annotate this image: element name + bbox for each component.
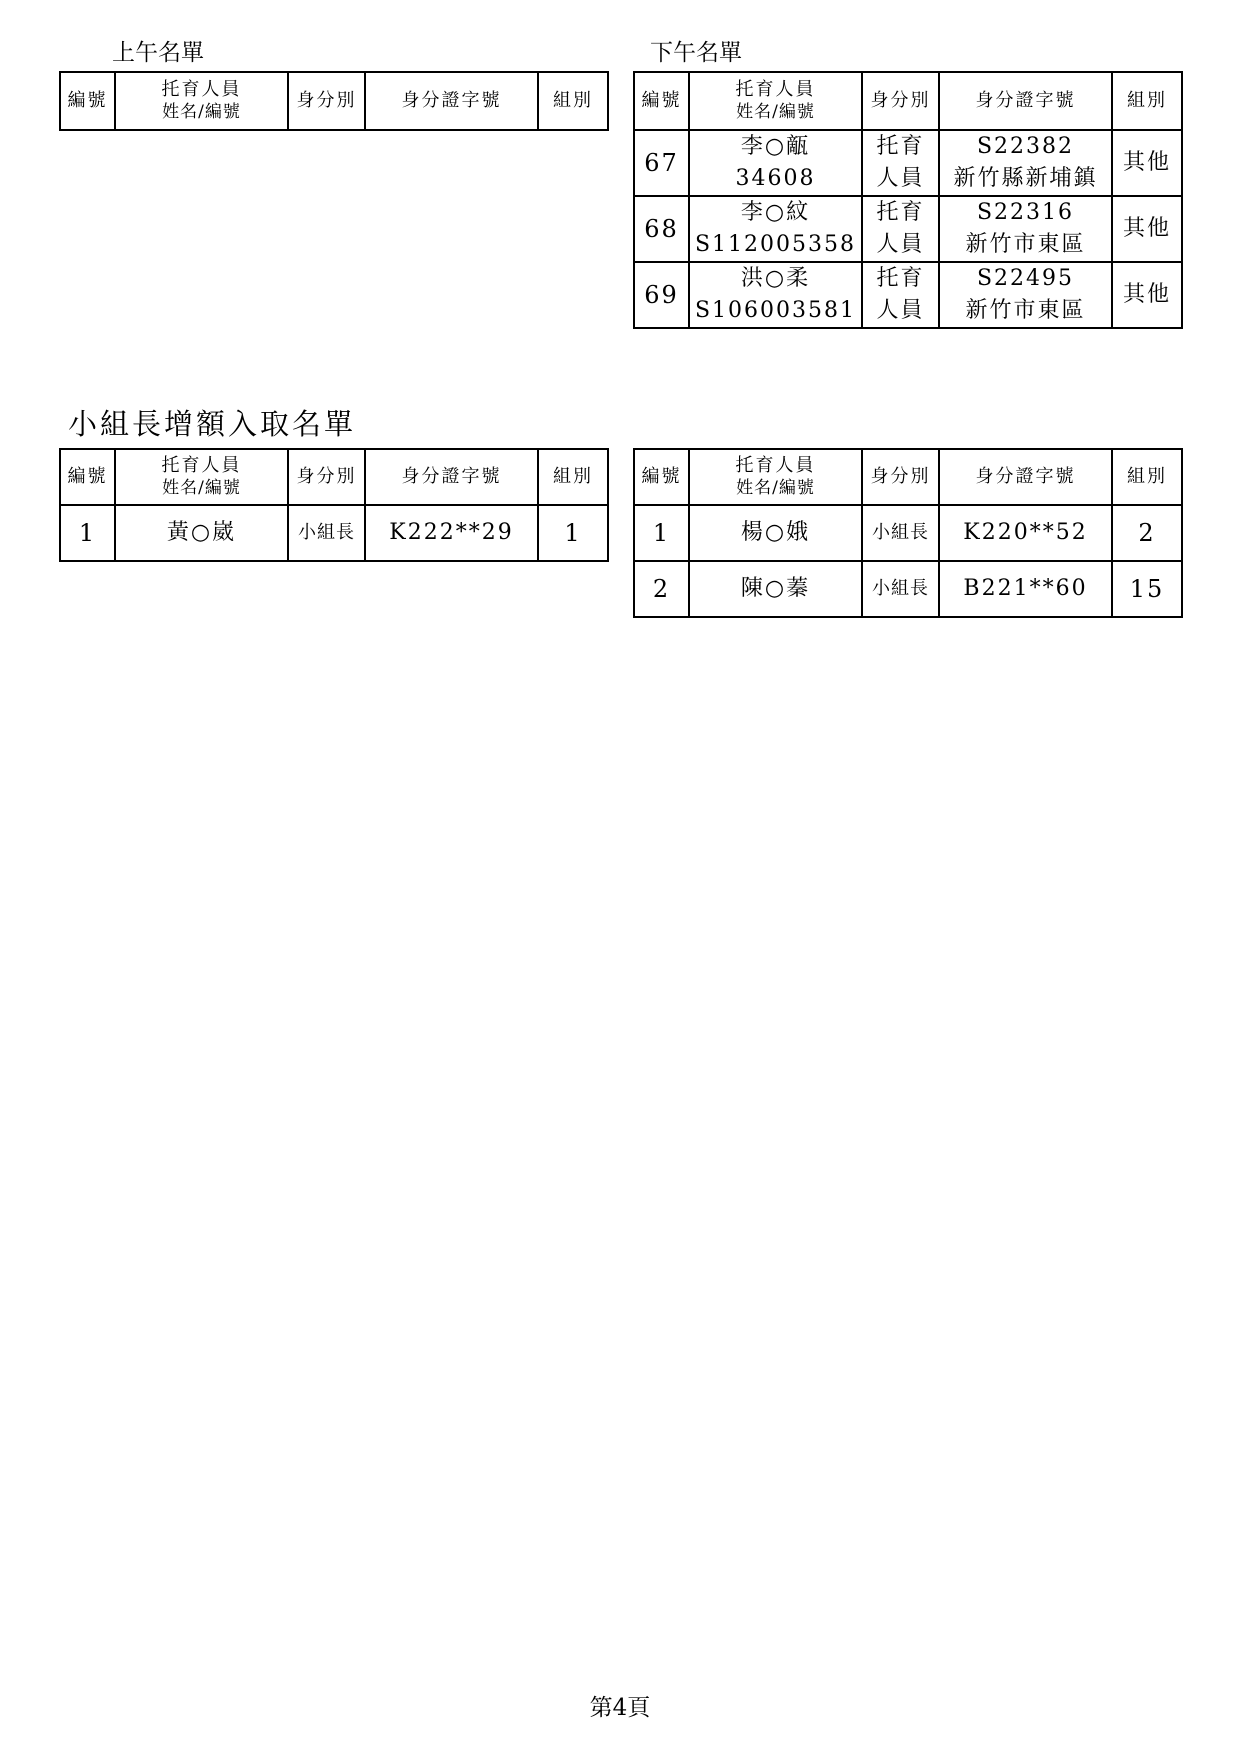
row-no: 2 (634, 561, 689, 617)
row-identity-line2: 人員 (876, 166, 925, 191)
header-no: 編號 (634, 449, 689, 505)
row-identity-line1: 托育 (876, 200, 925, 225)
row-identity-cell (862, 262, 939, 328)
row-identity-cell (862, 130, 939, 196)
row-identity: 小組長 (288, 505, 365, 561)
header-identity: 身分別 (288, 72, 365, 130)
afternoon-list-label: 下午名單 (650, 40, 742, 66)
row-location: 新竹市東區 (965, 298, 1086, 323)
morning-table (59, 71, 609, 131)
header-name-line2: 姓名/編號 (162, 478, 241, 498)
row-location: 新竹市東區 (965, 232, 1086, 257)
row-code: S106003581 (694, 298, 857, 323)
row-name: 楊○娥 (689, 505, 862, 561)
row-id-cell (939, 262, 1112, 328)
header-identity: 身分別 (288, 449, 365, 505)
header-name-line2: 姓名/編號 (736, 102, 815, 122)
row-name-cell (689, 196, 862, 262)
header-name-line1: 托育人員 (735, 455, 816, 476)
header-name (115, 72, 288, 130)
row-id-cell (939, 130, 1112, 196)
row-no: 68 (634, 196, 689, 262)
row-identity: 小組長 (862, 561, 939, 617)
row-name-cell (689, 130, 862, 196)
row-identity-line2: 人員 (876, 232, 925, 257)
header-name (115, 449, 288, 505)
row-name: 李○甋 (740, 134, 811, 159)
row-name: 李○紋 (740, 200, 811, 225)
row-id-number: S22382 (976, 134, 1075, 159)
leaders-left-table (59, 448, 609, 562)
row-group: 其他 (1112, 130, 1182, 196)
header-group: 組別 (538, 72, 608, 130)
header-identity: 身分別 (862, 449, 939, 505)
morning-list-label: 上午名單 (112, 40, 204, 66)
row-identity: 小組長 (862, 505, 939, 561)
header-id-number: 身分證字號 (939, 449, 1112, 505)
header-no: 編號 (60, 72, 115, 130)
table-header-row (60, 72, 608, 130)
row-no: 1 (634, 505, 689, 561)
header-group: 組別 (1112, 449, 1182, 505)
header-identity: 身分別 (862, 72, 939, 130)
afternoon-table (633, 71, 1183, 329)
header-no: 編號 (634, 72, 689, 130)
header-id-number: 身分證字號 (365, 72, 538, 130)
header-name-line1: 托育人員 (161, 455, 242, 476)
row-no: 1 (60, 505, 115, 561)
row-group: 其他 (1112, 262, 1182, 328)
table-row (634, 505, 1182, 561)
table-row (60, 505, 608, 561)
table-header-row (60, 449, 608, 505)
row-location: 新竹縣新埔鎮 (953, 166, 1098, 191)
header-name-line2: 姓名/編號 (736, 478, 815, 498)
header-group: 組別 (538, 449, 608, 505)
header-name (689, 449, 862, 505)
row-group: 2 (1112, 505, 1182, 561)
table-row (634, 561, 1182, 617)
row-name: 黃○崴 (115, 505, 288, 561)
leaders-section-title: 小組長增額入取名單 (68, 407, 357, 441)
row-identity-line1: 托育 (876, 134, 925, 159)
row-group: 1 (538, 505, 608, 561)
row-id-number: S22495 (976, 266, 1075, 291)
row-identity-line2: 人員 (876, 298, 925, 323)
header-id-number: 身分證字號 (939, 72, 1112, 130)
table-header-row (634, 72, 1182, 130)
row-name: 洪○柔 (740, 266, 811, 291)
page-number: 第4頁 (589, 1695, 651, 1721)
table-header-row (634, 449, 1182, 505)
header-no: 編號 (60, 449, 115, 505)
row-name: 陳○蓁 (689, 561, 862, 617)
row-identity-cell (862, 196, 939, 262)
table-row (634, 130, 1182, 196)
row-id-cell (939, 196, 1112, 262)
row-no: 69 (634, 262, 689, 328)
leaders-right-table (633, 448, 1183, 618)
row-identity-line1: 托育 (876, 266, 925, 291)
row-no: 67 (634, 130, 689, 196)
header-name-line1: 托育人員 (735, 79, 816, 100)
row-id-number: K220**52 (939, 505, 1112, 561)
table-row (634, 196, 1182, 262)
row-code: 34608 (735, 166, 816, 191)
row-code: S112005358 (694, 232, 857, 257)
table-row (634, 262, 1182, 328)
row-id-number: K222**29 (365, 505, 538, 561)
header-name (689, 72, 862, 130)
header-id-number: 身分證字號 (365, 449, 538, 505)
row-group: 其他 (1112, 196, 1182, 262)
row-group: 15 (1112, 561, 1182, 617)
header-name-line1: 托育人員 (161, 79, 242, 100)
row-id-number: S22316 (976, 200, 1075, 225)
row-id-number: B221**60 (939, 561, 1112, 617)
header-group: 組別 (1112, 72, 1182, 130)
header-name-line2: 姓名/編號 (162, 102, 241, 122)
row-name-cell (689, 262, 862, 328)
